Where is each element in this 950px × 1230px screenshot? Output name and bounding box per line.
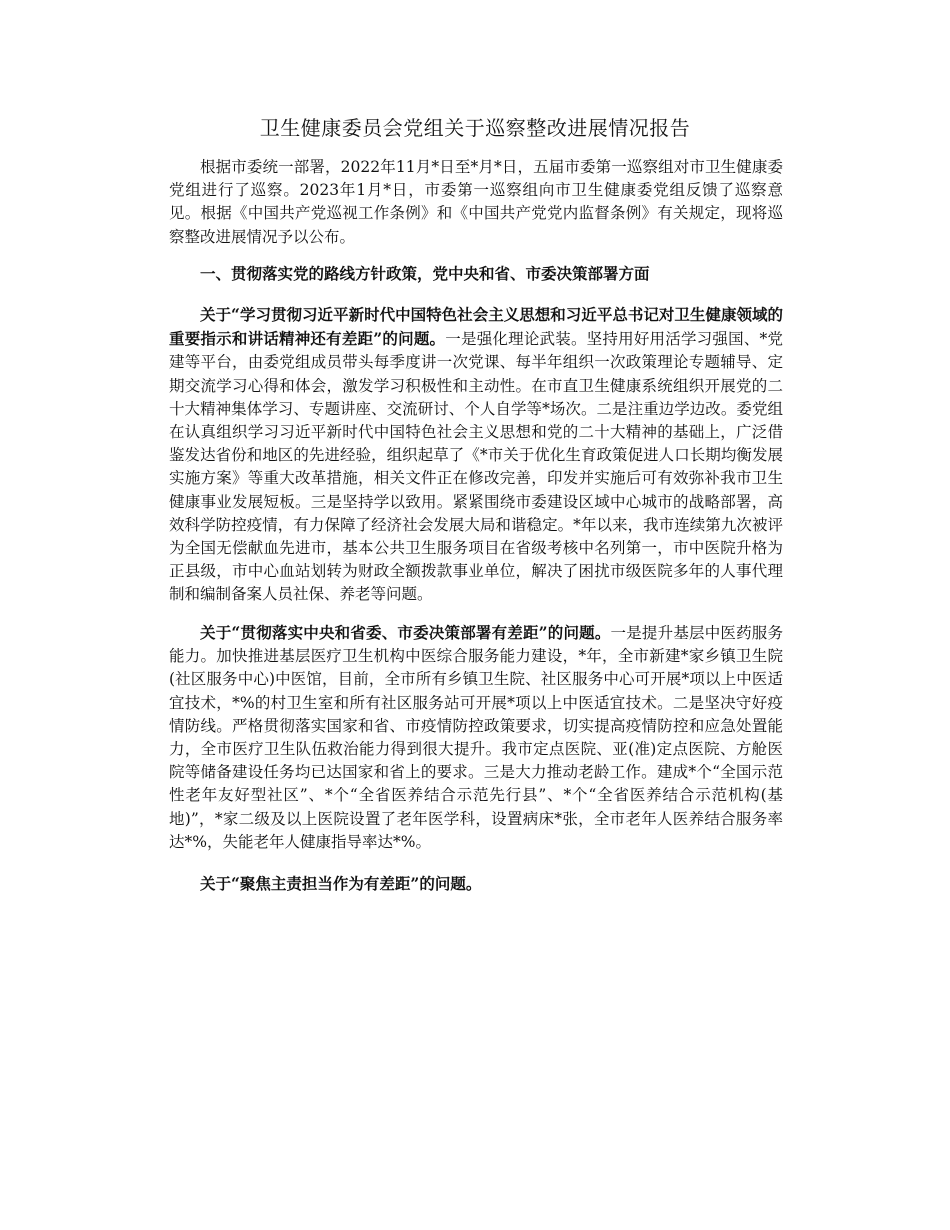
issue-three-paragraph: 关于“聚焦主责担当作为有差距”的问题。 [200,874,482,893]
issue-one-paragraph [169,303,783,607]
intro-paragraph: 根据市委统一部署，2022年11月*日至*月*日，五届市委第一巡察组对市卫生健康委党组进行了巡察。2023年1月*日，市委第一巡察组向市卫生健康委党组反馈了巡察意见。根据《中国共产党巡视工作条例》和《中国共产党党内监督条例》有关规定，现将巡察整改进展情况予以公布。 [169,158,783,246]
issue-two-body: 一是提升基层中医药服务能力。加快推进基层医疗卫生机构中医综合服务能力建设，*年，全市新建*家乡镇卫生院(社区服务中心)中医馆，目前，全市所有乡镇卫生院、社区服务中心可开展*项以上中医适宜技术，*%的村卫生室和所有社区服务站可开展*项以上中医适宜技术。二是坚决守好疫情防线。严格贯彻落实国家和省、市疫情防控政策要求，切实提高疫情防控和应急处置能力，全市医疗卫生队伍救治能力得到很大提升。我市定点医院、亚(准)定点医院、方舱医院等储备建设任务均已达国家和省上的要求。三是大力推动老龄工作。建成*个“全国示范性老年友好型社区”、*个“全省医养结合示范先行县”、*个“全省医养结合示范机构(基地)”，*家二级及以上医院设置了老年医学科，设置病床*张，全市老年人医养结合服务率达*%，失能老年人健康指导率达*%。 [169,624,783,851]
section-heading: 一、贯彻落实党的路线方针政策，党中央和省、市委决策部署方面 [200,264,650,283]
issue-two-paragraph [169,621,783,854]
issue-one-body: 一是强化理论武装。坚持用好用活学习强国、*党建等平台，由委党组成员带头每季度讲一次党课、每半年组织一次政策理论专题辅导、定期交流学习心得和体会，激发学习积极性和主动性。在市直卫生健康系统组织开展党的二十大精神集体学习、专题讲座、交流研讨、个人自学等*场次。二是注重边学边改。委党组在认真组织学习习近平新时代中国特色社会主义思想和党的二十大精神的基础上，广泛借鉴发达省份和地区的先进经验，组织起草了《*市关于优化生育政策促进人口长期均衡发展实施方案》等重大改革措施，相关文件正在修改完善，印发并实施后可有效弥补我市卫生健康事业发展短板。三是坚持学以致用。紧紧围绕市委建设区域中心城市的战略部署，高效科学防控疫情，有力保障了经济社会发展大局和谐稳定。*年以来，我市连续第九次被评为全国无偿献血先进市，基本公共卫生服务项目在省级考核中名列第一，市中医院升格为正县级，市中心血站划转为财政全额拨款事业单位，解决了困扰市级医院多年的人事代理制和编制备案人员社保、养老等问题。 [169,330,783,604]
issue-one-lead: 关于“学习贯彻习近平新时代中国特色社会主义思想和习近平总书记对卫生健康领域的重要指示和讲话精神还有差距”的问题。 [169,305,783,349]
issue-two-lead: 关于“贯彻落实中央和省委、市委决策部署有差距”的问题。 [200,623,611,642]
document-title: 卫生健康委员会党组关于巡察整改进展情况报告 [259,116,691,140]
